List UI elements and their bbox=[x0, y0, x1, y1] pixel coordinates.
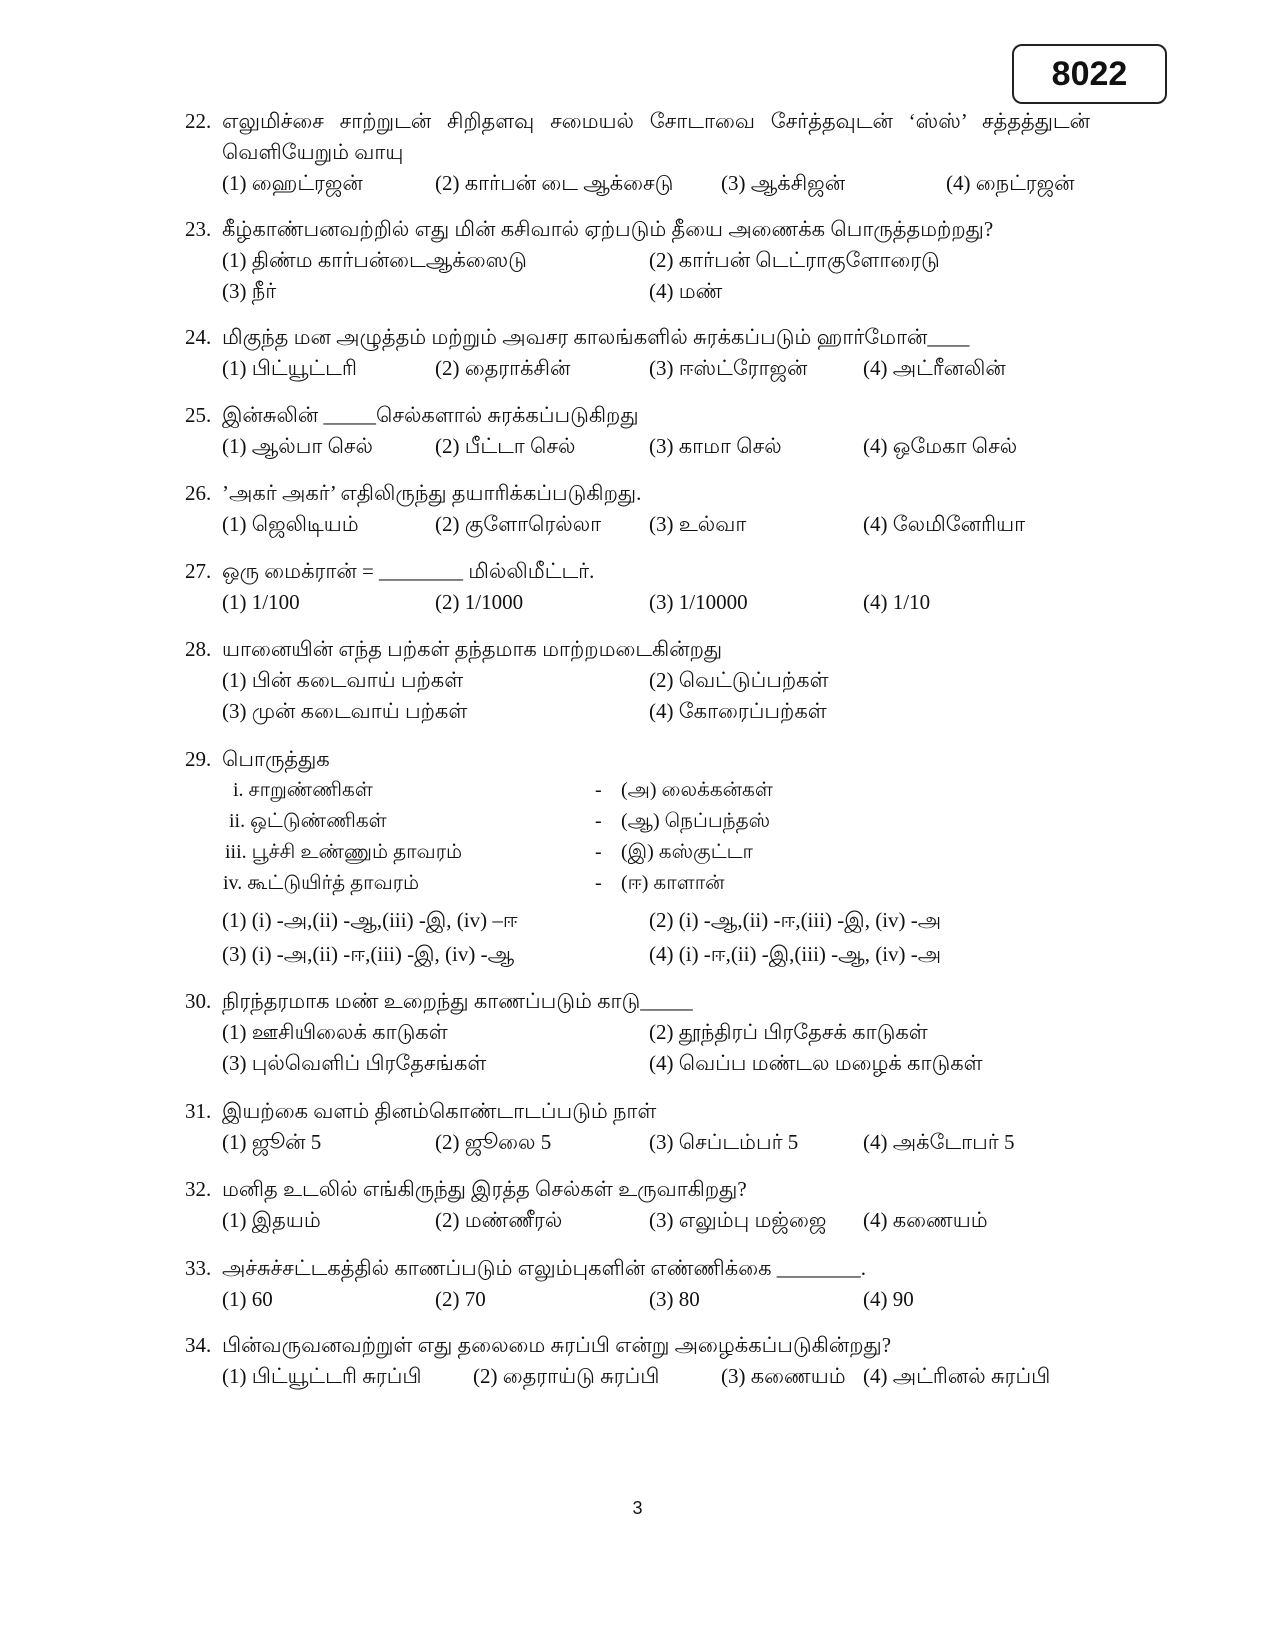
question-number: 31. bbox=[185, 1099, 212, 1123]
question-24 bbox=[185, 322, 1090, 384]
option-1: (1) பிட்யூட்டரி bbox=[222, 356, 357, 380]
question-number: 33. bbox=[185, 1256, 212, 1280]
question-text: யானையின் எந்த பற்கள் தந்தமாக மாற்றமடைகின்றது bbox=[222, 637, 723, 661]
question-31 bbox=[185, 1096, 1090, 1158]
page-number: 3 bbox=[632, 1498, 643, 1518]
question-29 bbox=[185, 744, 1090, 970]
option-2: (2) 70 bbox=[435, 1287, 486, 1311]
question-number: 28. bbox=[185, 637, 212, 661]
match-dash: - bbox=[595, 841, 602, 863]
question-text: நிரந்தரமாக மண் உறைந்து காணப்படும் காடு_____ bbox=[222, 989, 693, 1013]
option-4: (4) மண் bbox=[649, 279, 723, 303]
question-number: 22. bbox=[185, 109, 212, 133]
match-right-item: (அ) லைக்கன்கள் bbox=[621, 779, 773, 801]
question-text: பின்வருவனவற்றுள் எது தலைமை சுரப்பி என்று அழைக்கப்படுகின்றது? bbox=[222, 1333, 892, 1357]
question-25 bbox=[185, 400, 1090, 462]
match-left-item: i. சாறுண்ணிகள் bbox=[233, 779, 373, 801]
option-2: (2) ஜூலை 5 bbox=[435, 1130, 552, 1154]
option-3: (3) காமா செல் bbox=[649, 434, 782, 458]
option-2: (2) வெட்டுப்பற்கள் bbox=[649, 668, 829, 692]
option-1: (1) ஹைட்ரஜன் bbox=[222, 171, 363, 195]
option-1: (1) திண்ம கார்பன்டைஆக்ஸைடு bbox=[222, 248, 527, 272]
match-right-item: (ஈ) காளான் bbox=[621, 872, 725, 894]
option-2: (2) தூந்திரப் பிரதேசக் காடுகள் bbox=[649, 1020, 928, 1044]
question-text: மிகுந்த மன அழுத்தம் மற்றும் அவசர காலங்களில் சுரக்கப்படும் ஹார்மோன்____ bbox=[222, 325, 970, 349]
match-row bbox=[185, 837, 1090, 868]
option-2: (2) பீட்டா செல் bbox=[435, 434, 576, 458]
paper-code: 8022 bbox=[1051, 54, 1128, 93]
question-text: எலுமிச்சை சாற்றுடன் சிறிதளவு சமையல் சோடாவை சேர்த்தவுடன் ‘ஸ்ஸ்’ சத்தத்துடன் வெளியேறும் வாயு bbox=[222, 109, 1090, 164]
match-dash: - bbox=[595, 779, 602, 801]
option-1: (1) ஜூன் 5 bbox=[222, 1130, 322, 1154]
question-22 bbox=[185, 106, 1090, 199]
question-text: இன்சுலின் _____செல்களால் சுரக்கப்படுகிறது bbox=[222, 403, 639, 427]
question-number: 26. bbox=[185, 481, 212, 505]
option-2: (2) (i) -ஆ,(ii) -ஈ,(iii) -இ, (iv) -அ bbox=[649, 908, 942, 932]
match-right-item: (ஆ) நெப்பந்தஸ் bbox=[621, 810, 771, 832]
question-number: 34. bbox=[185, 1333, 212, 1357]
option-1: (1) பிட்யூட்டரி சுரப்பி bbox=[222, 1364, 422, 1388]
option-2: (2) கார்பன் டெட்ராகுளோரைடு bbox=[649, 248, 940, 272]
match-row bbox=[185, 775, 1090, 806]
paper-code-box bbox=[1012, 44, 1167, 104]
question-number: 24. bbox=[185, 325, 212, 349]
option-1: (1) பின் கடைவாய் பற்கள் bbox=[222, 668, 464, 692]
question-text: பொருத்துக bbox=[222, 747, 330, 771]
question-30 bbox=[185, 986, 1090, 1079]
option-1: (1) ஆல்பா செல் bbox=[222, 434, 373, 458]
question-32 bbox=[185, 1174, 1090, 1236]
option-4: (4) (i) -ஈ,(ii) -இ,(iii) -ஆ, (iv) -அ bbox=[649, 942, 942, 966]
option-3: (3) 1/10000 bbox=[649, 590, 748, 614]
option-1: (1) (i) -அ,(ii) -ஆ,(iii) -இ, (iv) –ஈ bbox=[222, 908, 518, 932]
option-4: (4) அக்டோபர் 5 bbox=[863, 1130, 1015, 1154]
question-number: 29. bbox=[185, 747, 212, 771]
option-3: (3) ஈஸ்ட்ரோஜன் bbox=[649, 356, 808, 380]
option-3: (3) முன் கடைவாய் பற்கள் bbox=[222, 699, 468, 723]
option-3: (3) ஆக்சிஜன் bbox=[721, 171, 846, 195]
option-1: (1) 60 bbox=[222, 1287, 273, 1311]
question-26 bbox=[185, 478, 1090, 540]
option-1: (1) இதயம் bbox=[222, 1208, 321, 1232]
question-text: ’அகர் அகர்’ எதிலிருந்து தயாரிக்கப்படுகிறது. bbox=[222, 481, 642, 505]
question-text: இயற்கை வளம் தினம்கொண்டாடப்படும் நாள் bbox=[222, 1099, 657, 1123]
option-3: (3) கணையம் bbox=[721, 1364, 846, 1388]
option-2: (2) தைராய்டு சுரப்பி bbox=[473, 1364, 660, 1388]
option-1: (1) ஜெலிடியம் bbox=[222, 512, 359, 536]
match-left-item: iii. பூச்சி உண்ணும் தாவரம் bbox=[225, 841, 463, 863]
option-4: (4) நைட்ரஜன் bbox=[946, 171, 1075, 195]
option-2: (2) 1/1000 bbox=[435, 590, 524, 614]
question-33 bbox=[185, 1253, 1090, 1315]
option-2: (2) மண்ணீரல் bbox=[435, 1208, 563, 1232]
option-4: (4) 90 bbox=[863, 1287, 914, 1311]
option-4: (4) அட்ரினல் சுரப்பி bbox=[863, 1364, 1051, 1388]
match-row bbox=[185, 868, 1090, 899]
match-right-item: (இ) கஸ்குட்டா bbox=[621, 841, 753, 863]
question-23 bbox=[185, 214, 1090, 307]
question-27 bbox=[185, 556, 1090, 618]
option-4: (4) ஒமேகா செல் bbox=[863, 434, 1018, 458]
question-text: கீழ்காண்பனவற்றில் எது மின் கசிவால் ஏற்படும் தீயை அணைக்க பொருத்தமற்றது? bbox=[222, 217, 994, 241]
option-3: (3) எலும்பு மஜ்ஜை bbox=[649, 1208, 827, 1232]
question-text: மனித உடலில் எங்கிருந்து இரத்த செல்கள் உருவாகிறது? bbox=[222, 1177, 747, 1201]
question-number: 23. bbox=[185, 217, 212, 241]
option-1: (1) ஊசியிலைக் காடுகள் bbox=[222, 1020, 448, 1044]
question-number: 32. bbox=[185, 1177, 212, 1201]
match-dash: - bbox=[595, 810, 602, 832]
option-4: (4) அட்ரீனலின் bbox=[863, 356, 1006, 380]
question-number: 30. bbox=[185, 989, 212, 1013]
match-row bbox=[185, 806, 1090, 837]
option-4: (4) வெப்ப மண்டல மழைக் காடுகள் bbox=[649, 1051, 983, 1075]
option-3: (3) உல்வா bbox=[649, 512, 747, 536]
option-3: (3) செப்டம்பர் 5 bbox=[649, 1130, 799, 1154]
option-4: (4) கணையம் bbox=[863, 1208, 988, 1232]
match-dash: - bbox=[595, 872, 602, 894]
option-3: (3) புல்வெளிப் பிரதேசங்கள் bbox=[222, 1051, 487, 1075]
option-4: (4) 1/10 bbox=[863, 590, 931, 614]
option-2: (2) தைராக்சின் bbox=[435, 356, 571, 380]
question-28 bbox=[185, 634, 1090, 727]
option-2: (2) குளோரெல்லா bbox=[435, 512, 602, 536]
option-3: (3) 80 bbox=[649, 1287, 700, 1311]
option-2: (2) கார்பன் டை ஆக்சைடு bbox=[435, 171, 674, 195]
question-number: 25. bbox=[185, 403, 212, 427]
option-3: (3) (i) -அ,(ii) -ஈ,(iii) -இ, (iv) -ஆ bbox=[222, 942, 515, 966]
question-34 bbox=[185, 1330, 1090, 1392]
match-left-item: ii. ஒட்டுண்ணிகள் bbox=[229, 810, 387, 832]
question-number: 27. bbox=[185, 559, 212, 583]
option-4: (4) லேமினேரியா bbox=[863, 512, 1026, 536]
option-3: (3) நீர் bbox=[222, 279, 277, 303]
option-1: (1) 1/100 bbox=[222, 590, 300, 614]
question-text: அச்சுச்சட்டகத்தில் காணப்படும் எலும்புகளின் எண்ணிக்கை ________. bbox=[222, 1256, 867, 1280]
match-left-item: iv. கூட்டுயிர்த் தாவரம் bbox=[223, 872, 420, 894]
option-4: (4) கோரைப்பற்கள் bbox=[649, 699, 827, 723]
question-text: ஒரு மைக்ரான் = ________ மில்லிமீட்டர். bbox=[222, 559, 595, 583]
